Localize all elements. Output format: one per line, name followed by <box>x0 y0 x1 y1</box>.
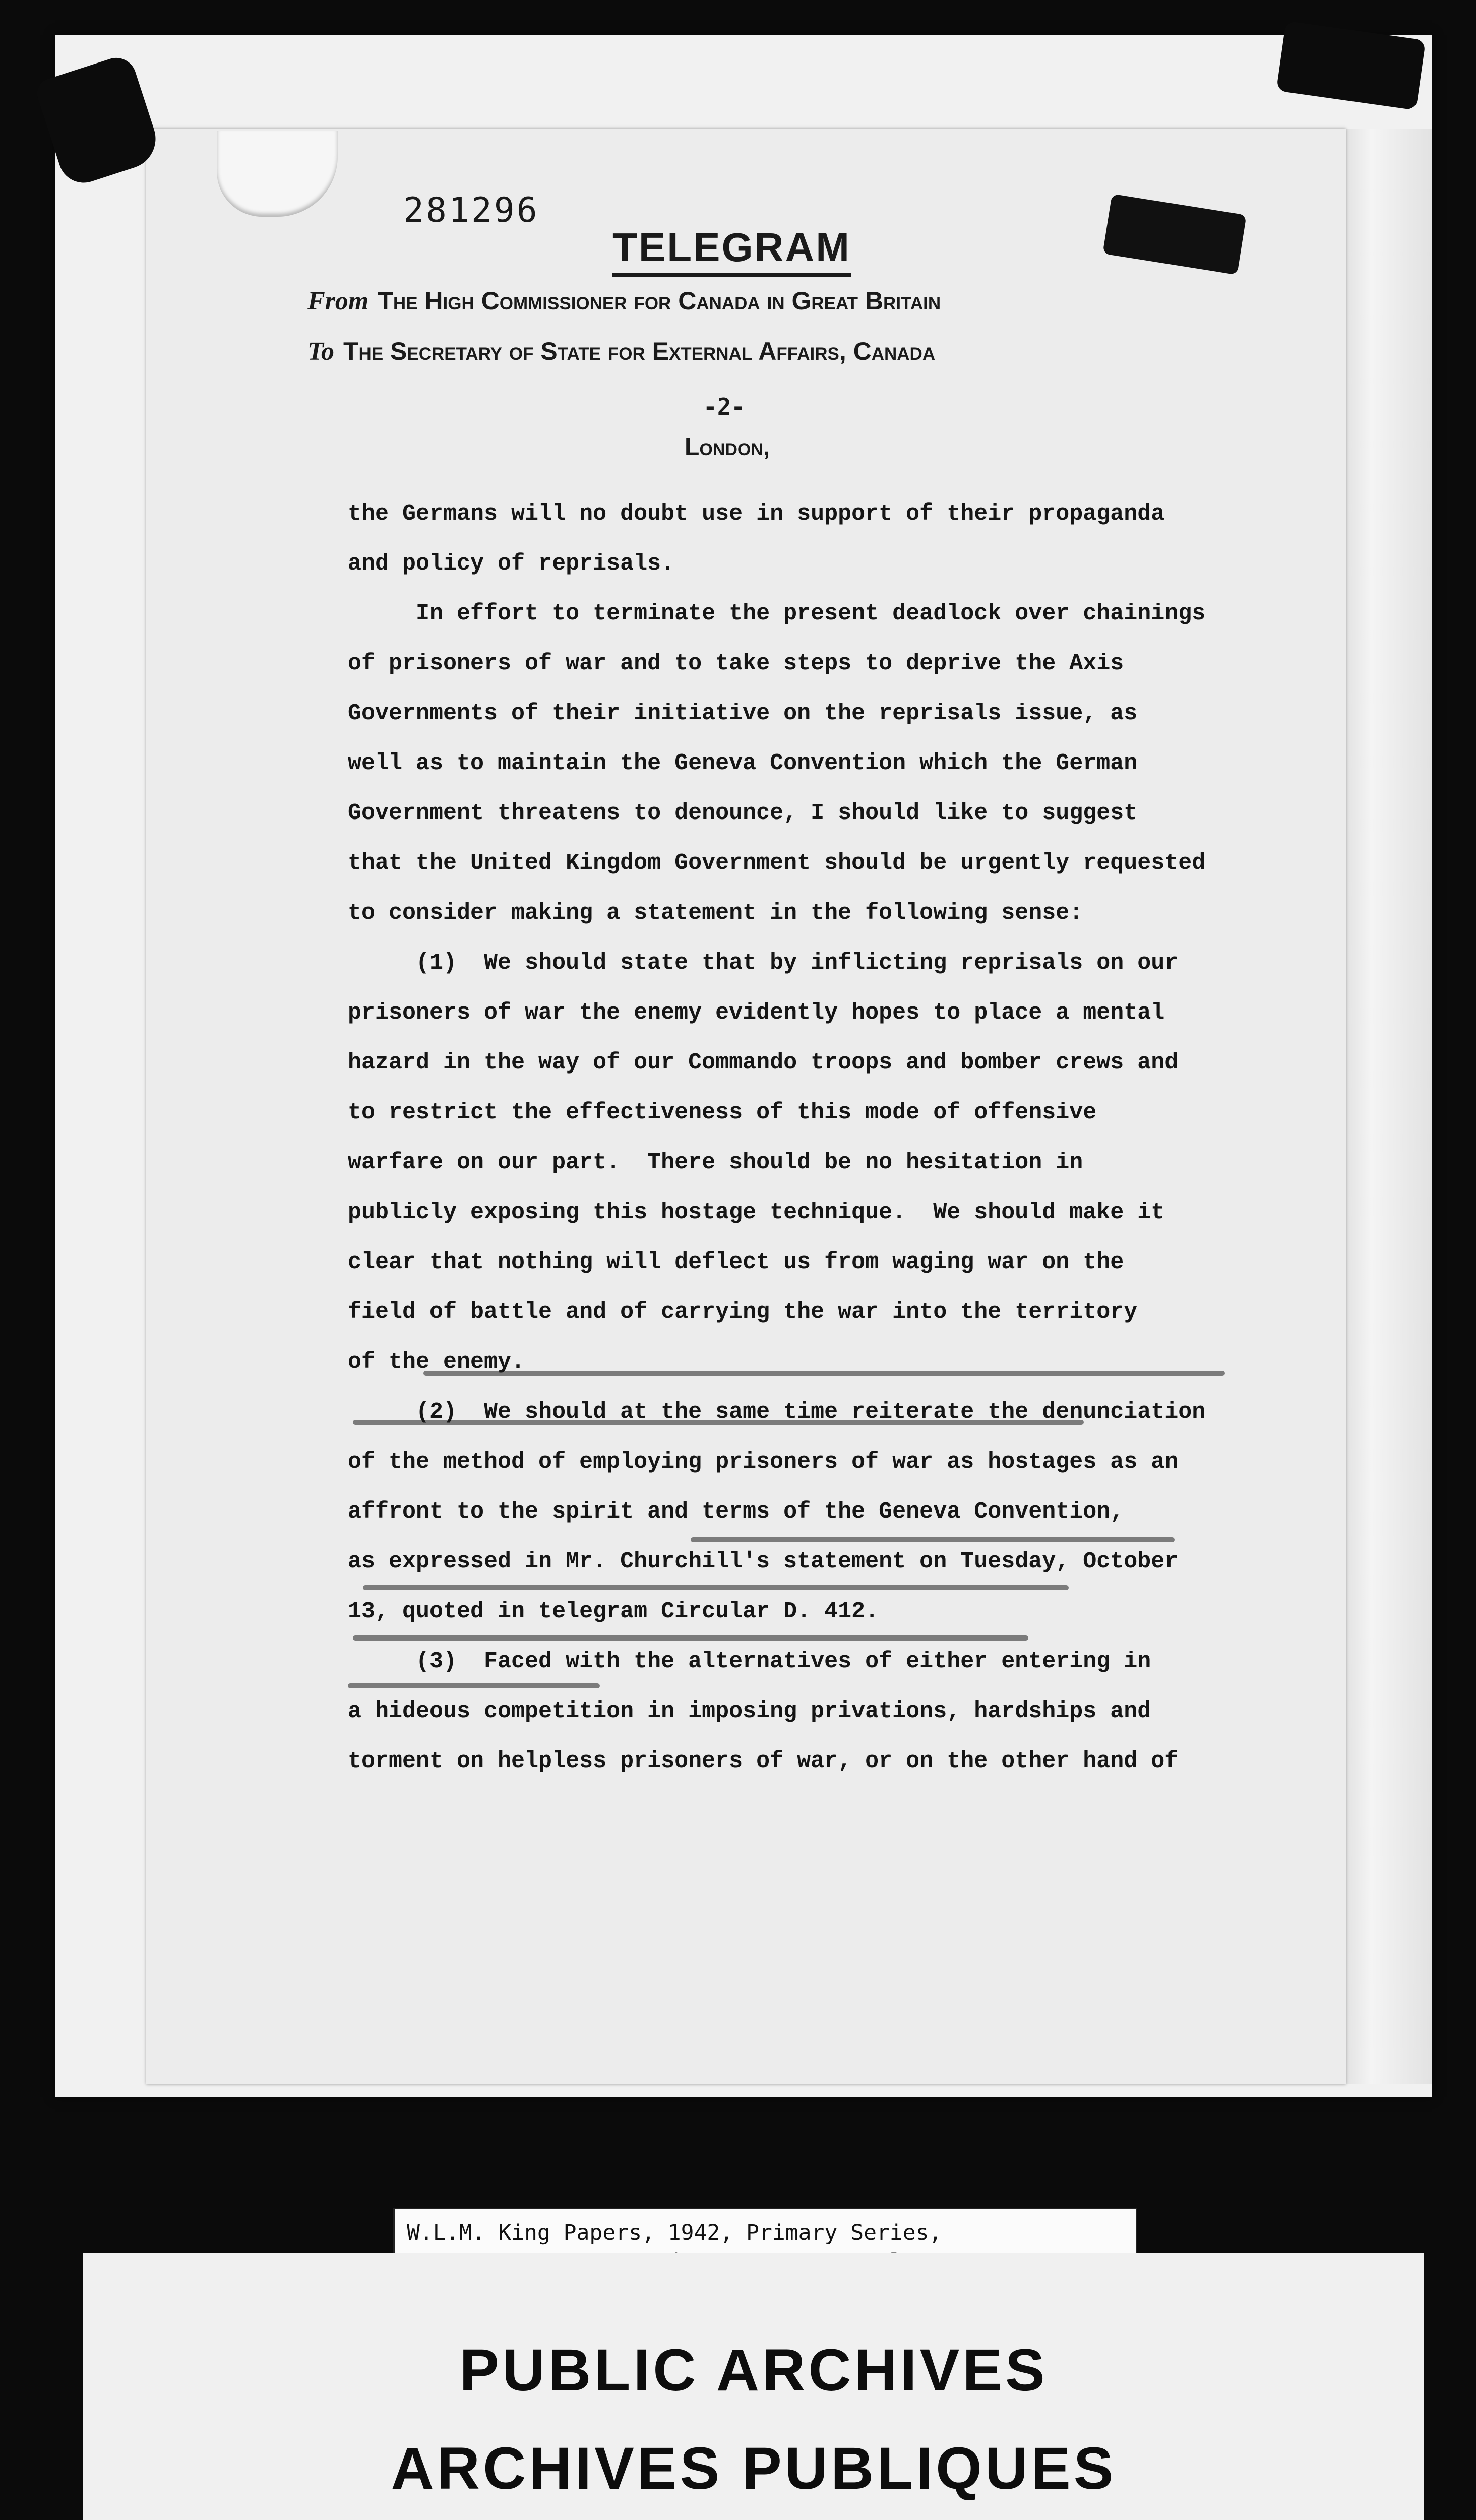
telegram-title: TELEGRAM <box>612 224 851 277</box>
body-line: the Germans will no doubt use in support of their propaganda <box>348 501 1165 527</box>
body-line: to consider making a statement in the following sense: <box>348 900 1083 926</box>
body-line: prisoners of war the enemy evidently hopes to place a mental <box>348 1000 1165 1026</box>
from-label: From <box>307 287 369 316</box>
city-line: London, <box>685 434 770 461</box>
body-line: as expressed in Mr. Churchill's statement on Tuesday, October <box>348 1549 1179 1574</box>
from-text: The High Commissioner for Canada in Great Britain <box>378 287 941 315</box>
body-line: well as to maintain the Geneva Convention which the German <box>348 750 1138 776</box>
page-number: -2- <box>703 393 746 420</box>
body-line: that the United Kingdom Government should be urgently requested <box>348 850 1206 876</box>
to-label: To <box>307 337 334 366</box>
telegram-body <box>348 499 1306 1809</box>
pencil-underline <box>353 1635 1028 1641</box>
pencil-underline <box>423 1371 1225 1376</box>
pencil-underline <box>348 1683 600 1688</box>
pencil-underline <box>363 1585 1069 1590</box>
archive-stamp-panel <box>83 2253 1424 2520</box>
body-line: Governments of their initiative on the reprisals issue, as <box>348 701 1138 726</box>
label-line-1: W.L.M. King Papers, 1942, Primary Series, <box>407 2220 942 2245</box>
body-line: and policy of reprisals. <box>348 551 675 577</box>
body-line: torment on helpless prisoners of war, or on the other hand of <box>348 1748 1179 1774</box>
body-line: (3) Faced with the alternatives of either entering in <box>348 1649 1151 1674</box>
body-line: warfare on our part. There should be no hesitation in <box>348 1150 1083 1175</box>
body-line: of prisoners of war and to take steps to deprive the Axis <box>348 651 1124 676</box>
body-line: hazard in the way of our Commando troops and bomber crews and <box>348 1050 1179 1076</box>
body-line: a hideous competition in imposing privations, hardships and <box>348 1698 1151 1724</box>
to-text: The Secretary of State for External Affairs, Canada <box>343 337 936 365</box>
body-line: Government threatens to denounce, I should like to suggest <box>348 800 1138 826</box>
body-line: 13, quoted in telegram Circular D. 412. <box>348 1599 879 1624</box>
page-fold <box>1331 129 1432 2084</box>
body-line: affront to the spirit and terms of the Geneva Convention, <box>348 1499 1124 1525</box>
body-line: of the method of employing prisoners of war as hostages as an <box>348 1449 1179 1475</box>
from-line <box>307 286 941 316</box>
body-line: clear that nothing will deflect us from waging war on the <box>348 1249 1124 1275</box>
body-line: field of battle and of carrying the war into the territory <box>348 1299 1138 1325</box>
body-line: (2) We should at the same time reiterate the denunciation <box>348 1399 1206 1425</box>
body-line: of the enemy. <box>348 1349 525 1375</box>
body-line: publicly exposing this hostage technique. We should make it <box>348 1200 1165 1225</box>
pencil-underline <box>691 1537 1175 1542</box>
body-line: In effort to terminate the present deadlock over chainings <box>348 601 1206 626</box>
archives-publiques-heading: ARCHIVES PUBLIQUES <box>391 2435 1117 2502</box>
to-line <box>307 337 935 366</box>
body-line: to restrict the effectiveness of this mode of offensive <box>348 1100 1097 1125</box>
body-line: (1) We should state that by inflicting reprisals on our <box>348 950 1179 976</box>
public-archives-heading: PUBLIC ARCHIVES <box>459 2337 1048 2404</box>
document-number: 281296 <box>403 191 539 230</box>
